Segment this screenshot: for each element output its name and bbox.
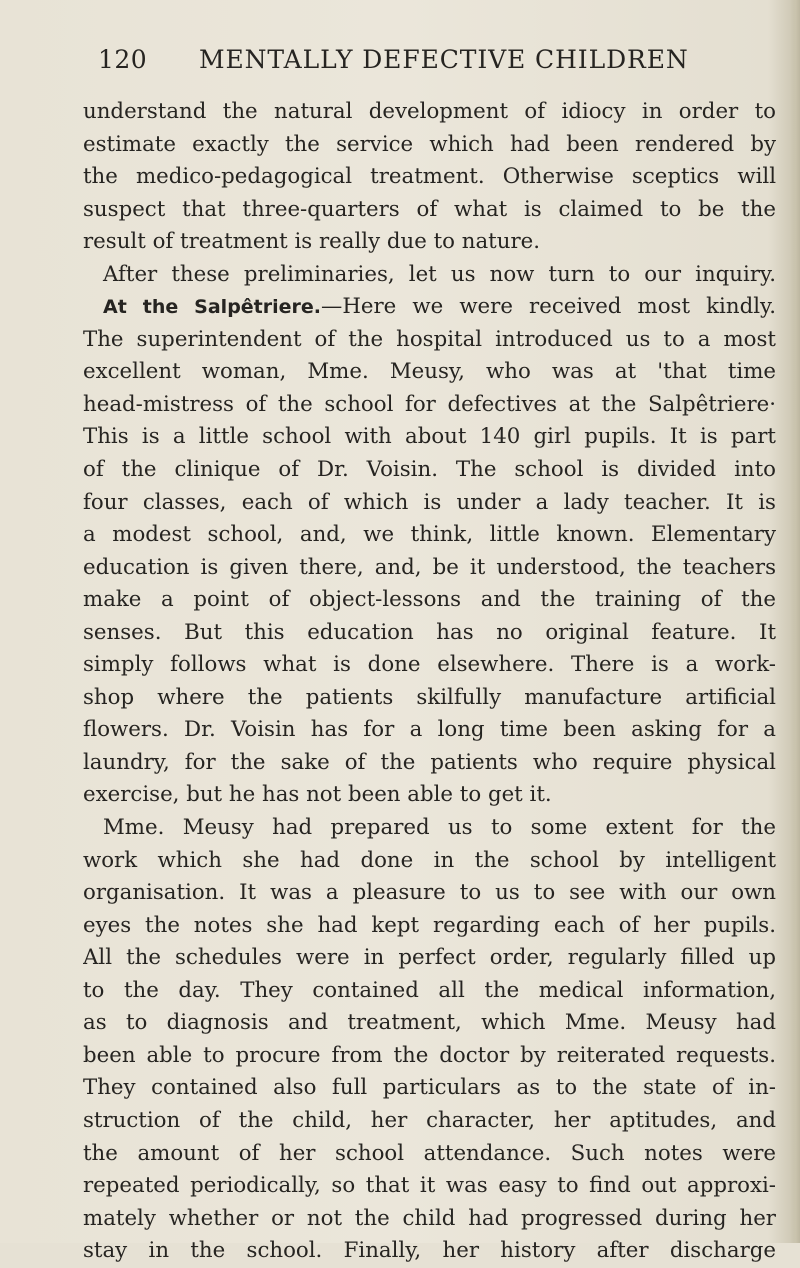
text-line: senses. But this education has no original feature. It: [83, 619, 776, 645]
text-line: work which she had done in the school by intelligent: [83, 847, 776, 873]
text-line: stay in the school. Finally, her history after discharge: [83, 1238, 776, 1264]
running-title: MENTALLY DEFECTIVE CHILDREN: [199, 45, 689, 74]
page-edge: [790, 0, 800, 1243]
text-line: the amount of her school attendance. Such notes were: [83, 1140, 776, 1166]
text-line: suspect that three-quarters of what is claimed to be the: [83, 196, 776, 222]
text-line: of the clinique of Dr. Voisin. The school is divided into: [83, 457, 776, 483]
text-line: exercise, but he has not been able to get it.: [83, 782, 552, 808]
text-line: eyes the notes she had kept regarding each of her pupils.: [83, 912, 776, 938]
text-line: a modest school, and, we think, little known. Elementary: [83, 522, 776, 548]
text-line: All the schedules were in perfect order, regularly filled up: [83, 945, 776, 971]
section-lead-text: —Here we were received most kindly.: [321, 294, 776, 320]
text-line: flowers. Dr. Voisin has for a long time been asking for a: [83, 717, 776, 743]
text-line: shop where the patients skilfully manufacture artificial: [83, 684, 776, 710]
text-line: the medico-pedagogical treatment. Otherwise sceptics will: [83, 164, 776, 190]
section-heading: At the Salpêtriere.: [103, 296, 322, 319]
text-line: After these preliminaries, let us now turn to our inquiry.: [103, 261, 776, 287]
text-line: The superintendent of the hospital introduced us to a most: [83, 326, 776, 352]
text-line: Mme. Meusy had prepared us to some extent for the: [103, 815, 776, 841]
section-lead-line: [83, 291, 776, 324]
text-line: They contained also full particulars as to the state of in-: [83, 1075, 776, 1101]
text-line: repeated periodically, so that it was easy to find out approxi-: [83, 1173, 776, 1199]
text-line: laundry, for the sake of the patients who require physical: [83, 749, 776, 775]
text-line: been able to procure from the doctor by reiterated requests.: [83, 1042, 776, 1068]
text-line: organisation. It was a pleasure to us to see with our own: [83, 880, 776, 906]
text-line: to the day. They contained all the medical information,: [83, 977, 776, 1003]
text-line: four classes, each of which is under a lady teacher. It is: [83, 489, 776, 515]
text-line: education is given there, and, be it understood, the teachers: [83, 554, 776, 580]
page-header: [98, 45, 718, 85]
text-line: excellent woman, Mme. Meusy, who was at 'that time: [83, 359, 776, 385]
text-line: as to diagnosis and treatment, which Mme. Meusy had: [83, 1010, 776, 1036]
text-line: result of treatment is really due to nature.: [83, 229, 541, 255]
body-text: [83, 96, 776, 1268]
page-number: 120: [98, 45, 148, 74]
text-line: make a point of object-lessons and the training of the: [83, 587, 776, 613]
text-line: This is a little school with about 140 girl pupils. It is part: [83, 424, 776, 450]
text-line: struction of the child, her character, her aptitudes, and: [83, 1107, 776, 1133]
text-line: understand the natural development of idiocy in order to: [83, 99, 776, 124]
text-line: head-mistress of the school for defectives at the Salpêtriere·: [83, 391, 776, 417]
text-line: simply follows what is done elsewhere. There is a work-: [83, 652, 776, 678]
text-line: mately whether or not the child had progressed during her: [83, 1205, 776, 1231]
text-line: estimate exactly the service which had been rendered by: [83, 131, 776, 157]
